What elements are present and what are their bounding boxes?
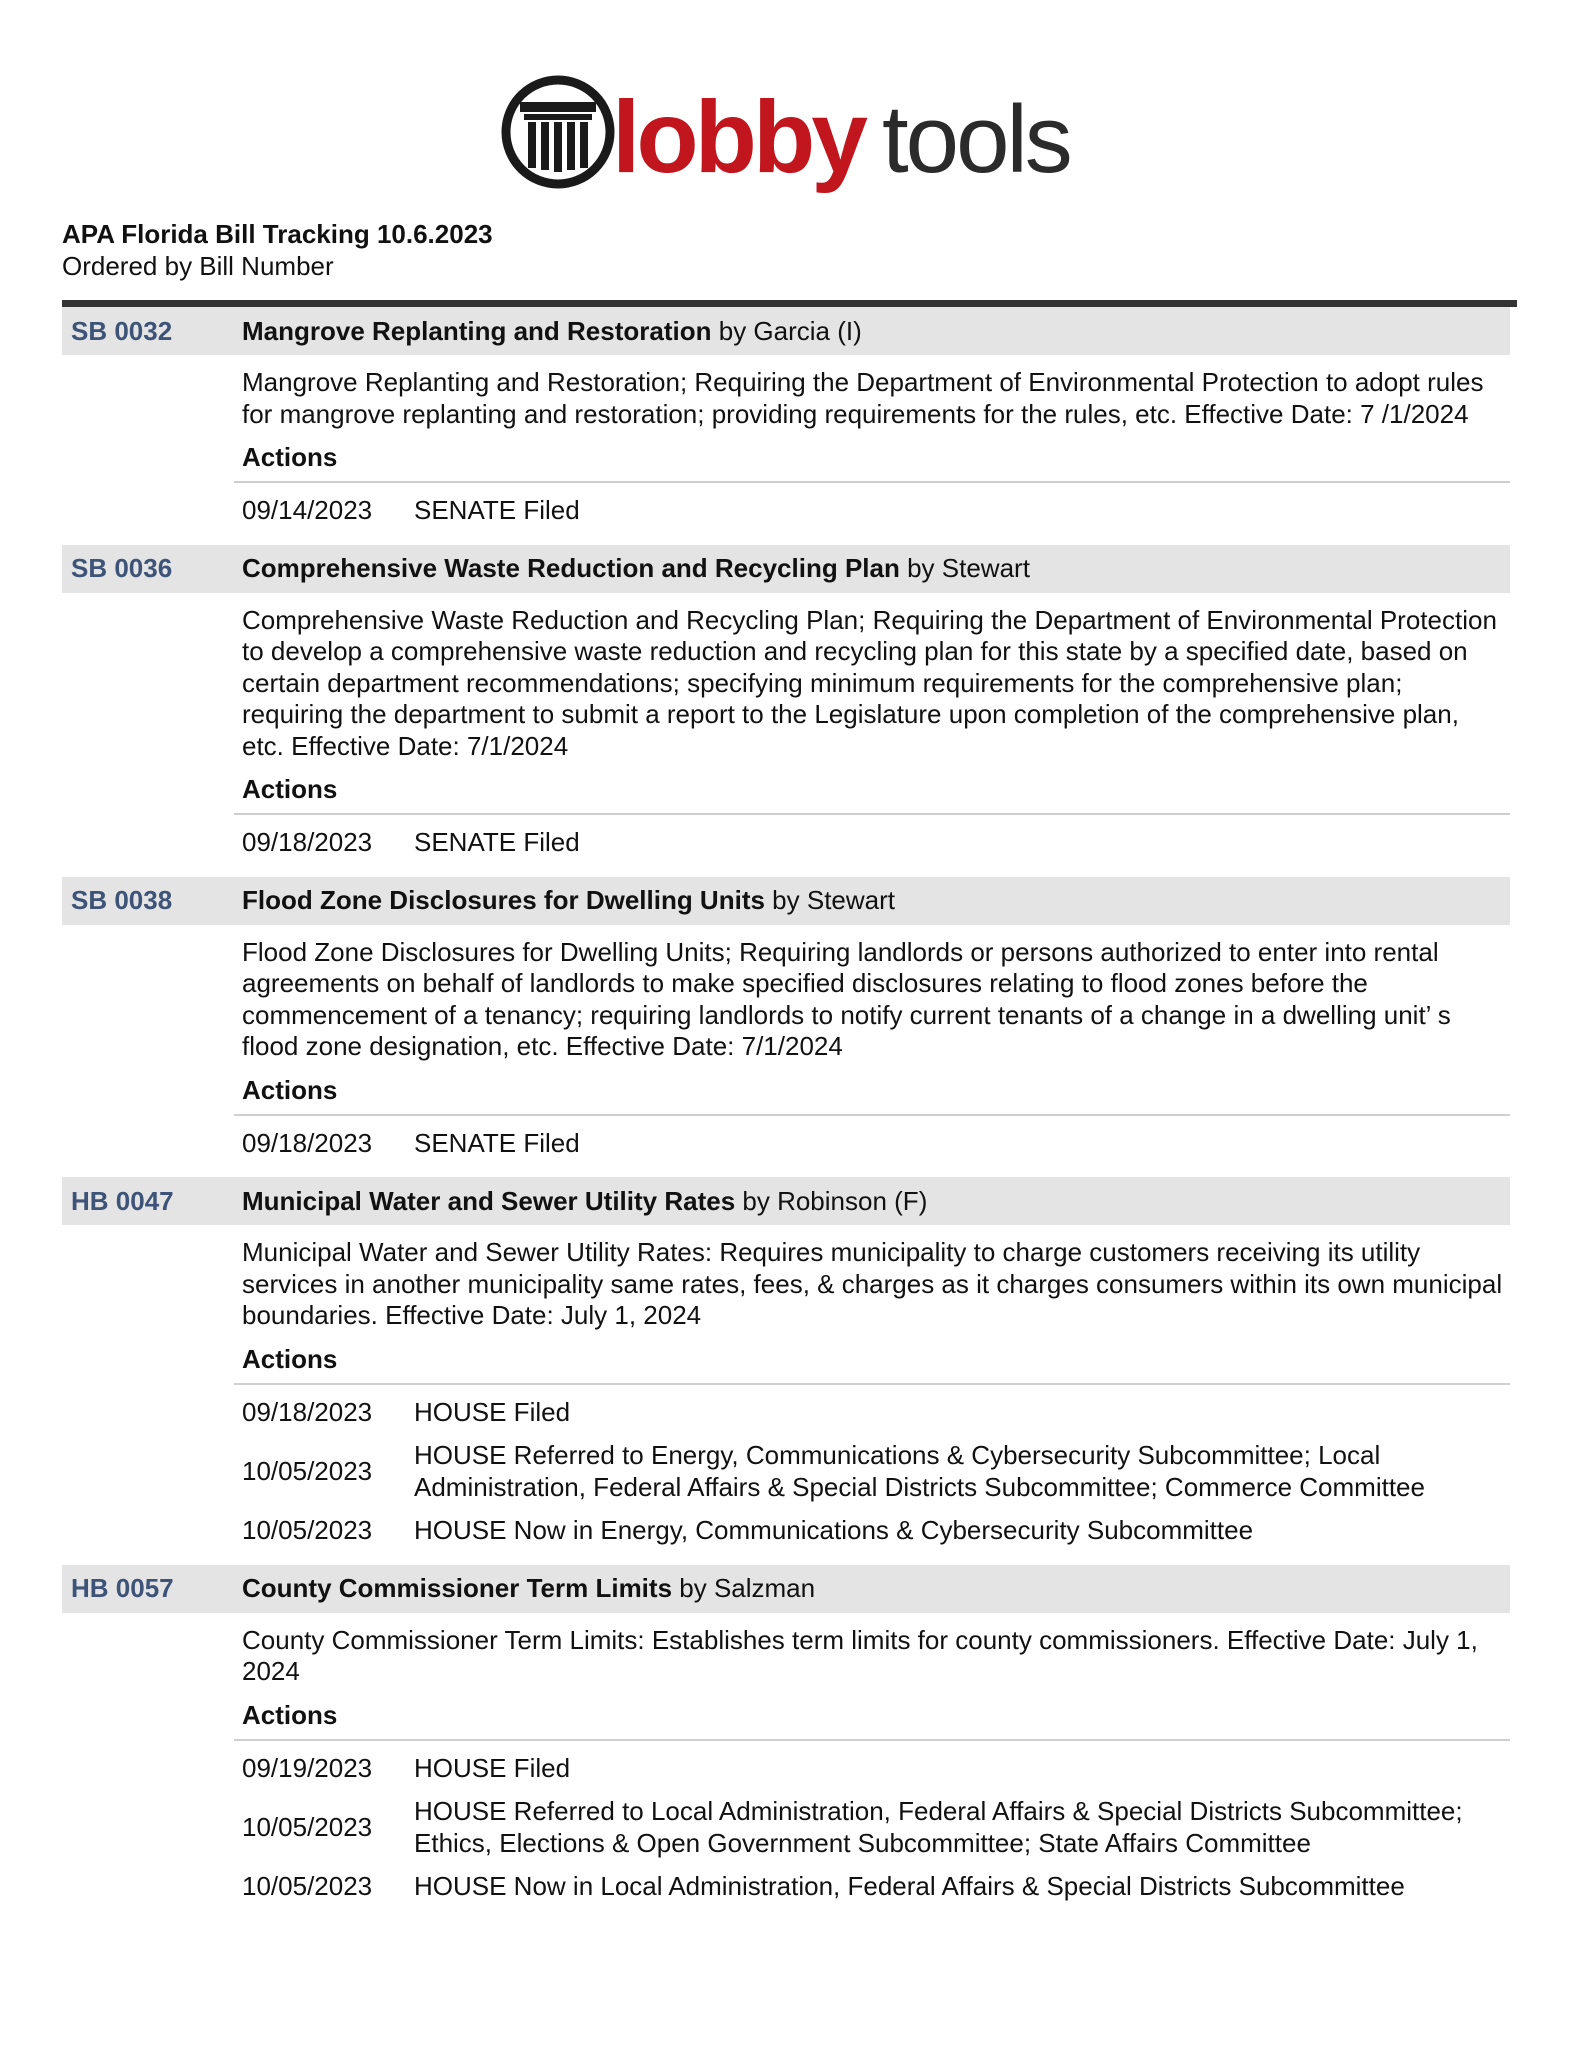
bill-title-line — [242, 316, 862, 347]
action-row — [242, 827, 1510, 859]
bill-entry — [62, 307, 1510, 527]
capitol-column-icon — [506, 80, 610, 184]
actions-heading: Actions — [242, 774, 338, 804]
lobbytools-logo — [500, 70, 1090, 210]
action-date: 09/14/2023 — [242, 495, 373, 526]
bill-entry — [62, 1565, 1510, 1903]
action-text: HOUSE Filed — [414, 1752, 571, 1783]
bill-title-line — [242, 1573, 815, 1604]
action-row — [242, 1515, 1510, 1547]
bill-number-link[interactable]: SB 0036 — [71, 553, 173, 583]
action-date: 09/18/2023 — [242, 827, 373, 858]
bill-title: Flood Zone Disclosures for Dwelling Units — [242, 885, 765, 915]
bill-description: Mangrove Replanting and Restoration; Requiring the Department of Environmental Protection to adopt rules for mangrove replanting and restoration; providing requirements for the rules, etc. Effective Date: 7 /1/2024 — [242, 367, 1484, 429]
bill-title-line — [242, 885, 895, 916]
action-row — [242, 1128, 1510, 1160]
action-text: HOUSE Referred to Energy, Communications & Cybersecurity Subcommittee; Local Administration, Federal Affairs & Special Districts Subcommittee; Commerce Committee — [414, 1440, 1425, 1502]
action-date: 10/05/2023 — [242, 1871, 373, 1902]
bill-title: County Commissioner Term Limits — [242, 1573, 673, 1603]
action-text: HOUSE Now in Energy, Communications & Cybersecurity Subcommittee — [414, 1515, 1254, 1545]
action-text: SENATE Filed — [414, 827, 580, 857]
bill-entry — [62, 1177, 1510, 1547]
action-row — [242, 1753, 1510, 1785]
logo-tools-text: tools — [882, 86, 1070, 193]
action-date: 09/18/2023 — [242, 1396, 373, 1427]
bill-number-link[interactable]: SB 0032 — [71, 315, 173, 346]
bill-title: Mangrove Replanting and Restoration — [242, 315, 712, 346]
action-row — [242, 1397, 1510, 1429]
action-date: 09/18/2023 — [242, 1127, 373, 1158]
bill-number-link[interactable]: HB 0047 — [71, 1185, 174, 1216]
action-date: 09/19/2023 — [242, 1752, 373, 1783]
bill-title: Comprehensive Waste Reduction and Recycling Plan — [242, 553, 900, 583]
action-text: SENATE Filed — [414, 1127, 580, 1158]
actions-divider — [234, 481, 1510, 483]
bill-sponsor: by Garcia (I) — [718, 315, 862, 346]
action-text: HOUSE Referred to Local Administration, Federal Affairs & Special Districts Subcommittee; Ethics, Elections & Open Government Subcommittee; State Affairs Committee — [414, 1796, 1463, 1858]
action-row — [242, 1440, 1510, 1503]
bill-description: Municipal Water and Sewer Utility Rates: Requires municipality to charge customers receiving its utility services in another municipality same rates, fees, & charges as it charges consumers within its own municipal boundaries. Effective Date: July 1, 2024 — [242, 1237, 1503, 1330]
bill-header — [62, 1177, 1510, 1225]
action-text: SENATE Filed — [414, 495, 580, 525]
actions-heading: Actions — [242, 1343, 338, 1374]
action-text: HOUSE Filed — [414, 1396, 571, 1427]
actions-divider — [234, 1739, 1510, 1741]
bill-list — [62, 307, 1510, 1921]
bill-description: County Commissioner Term Limits: Establishes term limits for county commissioners. Effective Date: July 1, 2024 — [242, 1624, 1478, 1686]
action-text: HOUSE Now in Local Administration, Federal Affairs & Special Districts Subcommittee — [414, 1871, 1405, 1901]
actions-divider — [234, 813, 1510, 815]
bill-number-link[interactable]: SB 0038 — [71, 885, 173, 915]
actions-divider — [234, 1383, 1510, 1385]
bill-entry — [62, 545, 1510, 859]
bill-header — [62, 877, 1510, 925]
actions-divider — [234, 1114, 1510, 1116]
bill-description: Flood Zone Disclosures for Dwelling Units; Requiring landlords or persons authorized to enter into rental agreements on behalf of landlords to make specified disclosures relating to flood zones before the commencement of a tenancy; requiring landlords to notify current tenants of a change in a dwelling unit’ s flood zone designation, etc. Effective Date: 7/1/2024 — [242, 936, 1451, 1061]
logo-lobby-text: lobby — [612, 80, 864, 194]
report-subtitle: Ordered by Bill Number — [62, 251, 334, 281]
action-row — [242, 1871, 1510, 1903]
actions-heading: Actions — [242, 442, 338, 472]
actions-heading: Actions — [242, 1699, 338, 1730]
action-row — [242, 495, 1510, 527]
action-row — [242, 1796, 1510, 1859]
bill-entry — [62, 877, 1510, 1160]
action-date: 10/05/2023 — [242, 1812, 373, 1842]
bill-number-link[interactable]: HB 0057 — [71, 1573, 174, 1603]
bill-header — [62, 307, 1510, 355]
bill-header — [62, 1565, 1510, 1613]
bill-sponsor: by Stewart — [772, 885, 895, 915]
bill-header — [62, 545, 1510, 593]
actions-heading: Actions — [242, 1074, 338, 1105]
header-divider — [62, 300, 1517, 307]
bill-description: Comprehensive Waste Reduction and Recycling Plan; Requiring the Department of Environmental Protection to develop a comprehensive waste reduction and recycling plan for this state by a specified date, based on certain department recommendations; specifying minimum requirements for the comprehensive plan; requiring the department to submit a report to the Legislature upon completion of the comprehensive plan, etc. Effective Date: 7/1/2024 — [242, 604, 1497, 761]
action-date: 10/05/2023 — [242, 1515, 373, 1546]
bill-sponsor: by Salzman — [679, 1573, 816, 1603]
bill-title-line — [242, 1186, 927, 1217]
bill-title: Municipal Water and Sewer Utility Rates — [242, 1185, 736, 1216]
bill-title-line — [242, 553, 1030, 584]
bill-sponsor: by Stewart — [907, 553, 1030, 583]
report-title: APA Florida Bill Tracking 10.6.2023 — [62, 219, 493, 249]
bill-sponsor: by Robinson (F) — [742, 1185, 928, 1216]
action-date: 10/05/2023 — [242, 1456, 373, 1486]
